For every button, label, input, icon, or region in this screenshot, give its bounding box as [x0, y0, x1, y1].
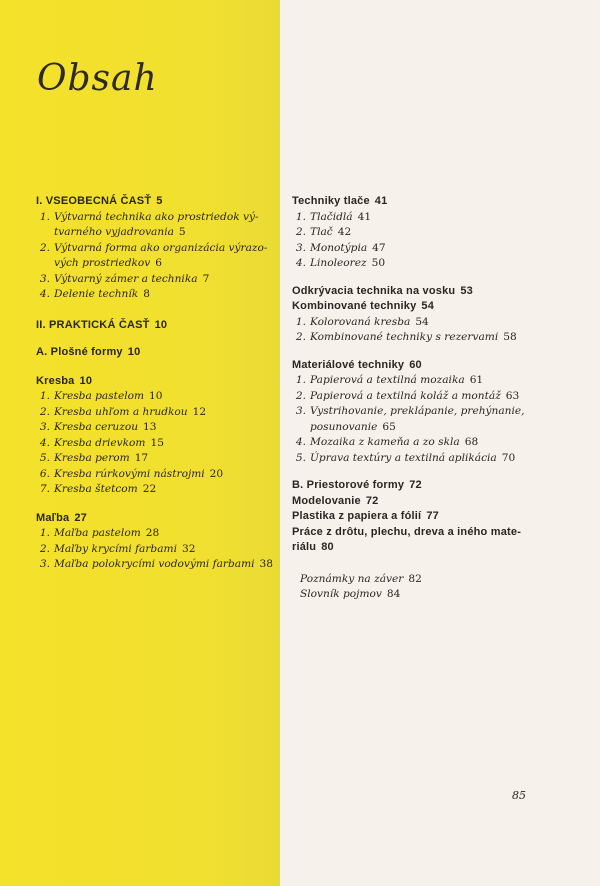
toc-entry: 6. Kresba rúrkovými nástrojmi 20 — [39, 467, 224, 480]
toc-entry: 2. Papierová a textilná koláž a montáž 63 — [295, 389, 520, 402]
toc-entry: 3. Monotýpia 47 — [295, 241, 386, 254]
toc-entry: 2. Tlač 42 — [295, 226, 352, 238]
toc-entry: 1. Kolorovaná kresba 54 — [295, 315, 429, 328]
toc-entry: 1. Papierová a textilná mozaika 61 — [295, 374, 484, 386]
toc-group-heading: Kombinované techniky 54 — [292, 300, 435, 312]
toc-subsection-heading: B. Priestorové formy 72 — [292, 479, 422, 491]
toc-entry: 4. Kresba drievkom 15 — [39, 436, 164, 449]
toc-entry: 2. Maľby krycími farbami 32 — [39, 542, 196, 555]
toc-entry: 4. Delenie techník 8 — [39, 288, 150, 300]
toc-entry: 3. Maľba polokrycími vodovými farbami 38 — [39, 558, 273, 570]
toc-group-heading: Odkrývacia technika na vosku 53 — [292, 284, 473, 297]
toc-entry: 2. Kombinované techniky s rezervami 58 — [295, 331, 517, 343]
toc-group-heading: Modelovanie 72 — [292, 494, 379, 507]
toc-entry: 3. Vystrihovanie, preklápanie, prehýnanie, posunovanie 65 — [295, 405, 525, 433]
toc-entry: 7. Kresba štetcom 22 — [39, 483, 157, 495]
toc-group-heading: Materiálové techniky 60 — [292, 358, 422, 371]
toc-entry: 5. Úprava textúry a textilná aplikácia 70 — [295, 451, 516, 464]
toc-left-column — [36, 194, 276, 573]
toc-entry-glossary: Slovník pojmov 84 — [300, 588, 401, 600]
toc-entry: 1. Tlačidlá 41 — [295, 210, 372, 223]
toc-entry: 3. Výtvarný zámer a technika 7 — [39, 272, 210, 285]
toc-section-heading: II. PRAKTICKÁ ČASŤ 10 — [36, 318, 168, 331]
toc-entry: 2. Výtvarná forma ako organizácia výrazo- vých prostriedkov 6 — [39, 241, 268, 269]
page-title: Obsah — [37, 58, 158, 99]
toc-right-column — [292, 194, 532, 603]
toc-entry-notes: Poznámky na záver 82 — [300, 572, 422, 585]
toc-group-heading: Plastika z papiera a fólií 77 — [292, 510, 439, 522]
toc-entry: 5. Kresba perom 17 — [39, 452, 149, 464]
toc-group-heading: Maľba 27 — [36, 511, 87, 524]
toc-entry: 3. Kresba ceruzou 13 — [39, 421, 157, 433]
toc-group-heading: Techniky tlače 41 — [292, 195, 388, 207]
page-number: 85 — [512, 789, 526, 802]
toc-entry: 1. Kresba pastelom 10 — [39, 390, 163, 402]
toc-entry: 1. Výtvarná technika ako prostriedok vý- tvarného vyjadrovania 5 — [39, 210, 259, 238]
toc-group-heading: Kresba 10 — [36, 374, 93, 387]
toc-section-heading: I. VSEOBECNÁ ČASŤ 5 — [36, 195, 163, 207]
toc-subsection-heading: A. Plošné formy 10 — [36, 346, 141, 358]
toc-entry: 2. Kresba uhľom a hrudkou 12 — [39, 405, 207, 418]
toc-entry: 4. Mozaika z kameňa a zo skla 68 — [295, 436, 479, 448]
toc-group-heading: Práce z drôtu, plechu, dreva a iného mate- riálu 80 — [292, 525, 522, 553]
toc-entry: 4. Linoleorez 50 — [295, 257, 386, 269]
toc-entry: 1. Maľba pastelom 28 — [39, 527, 160, 539]
